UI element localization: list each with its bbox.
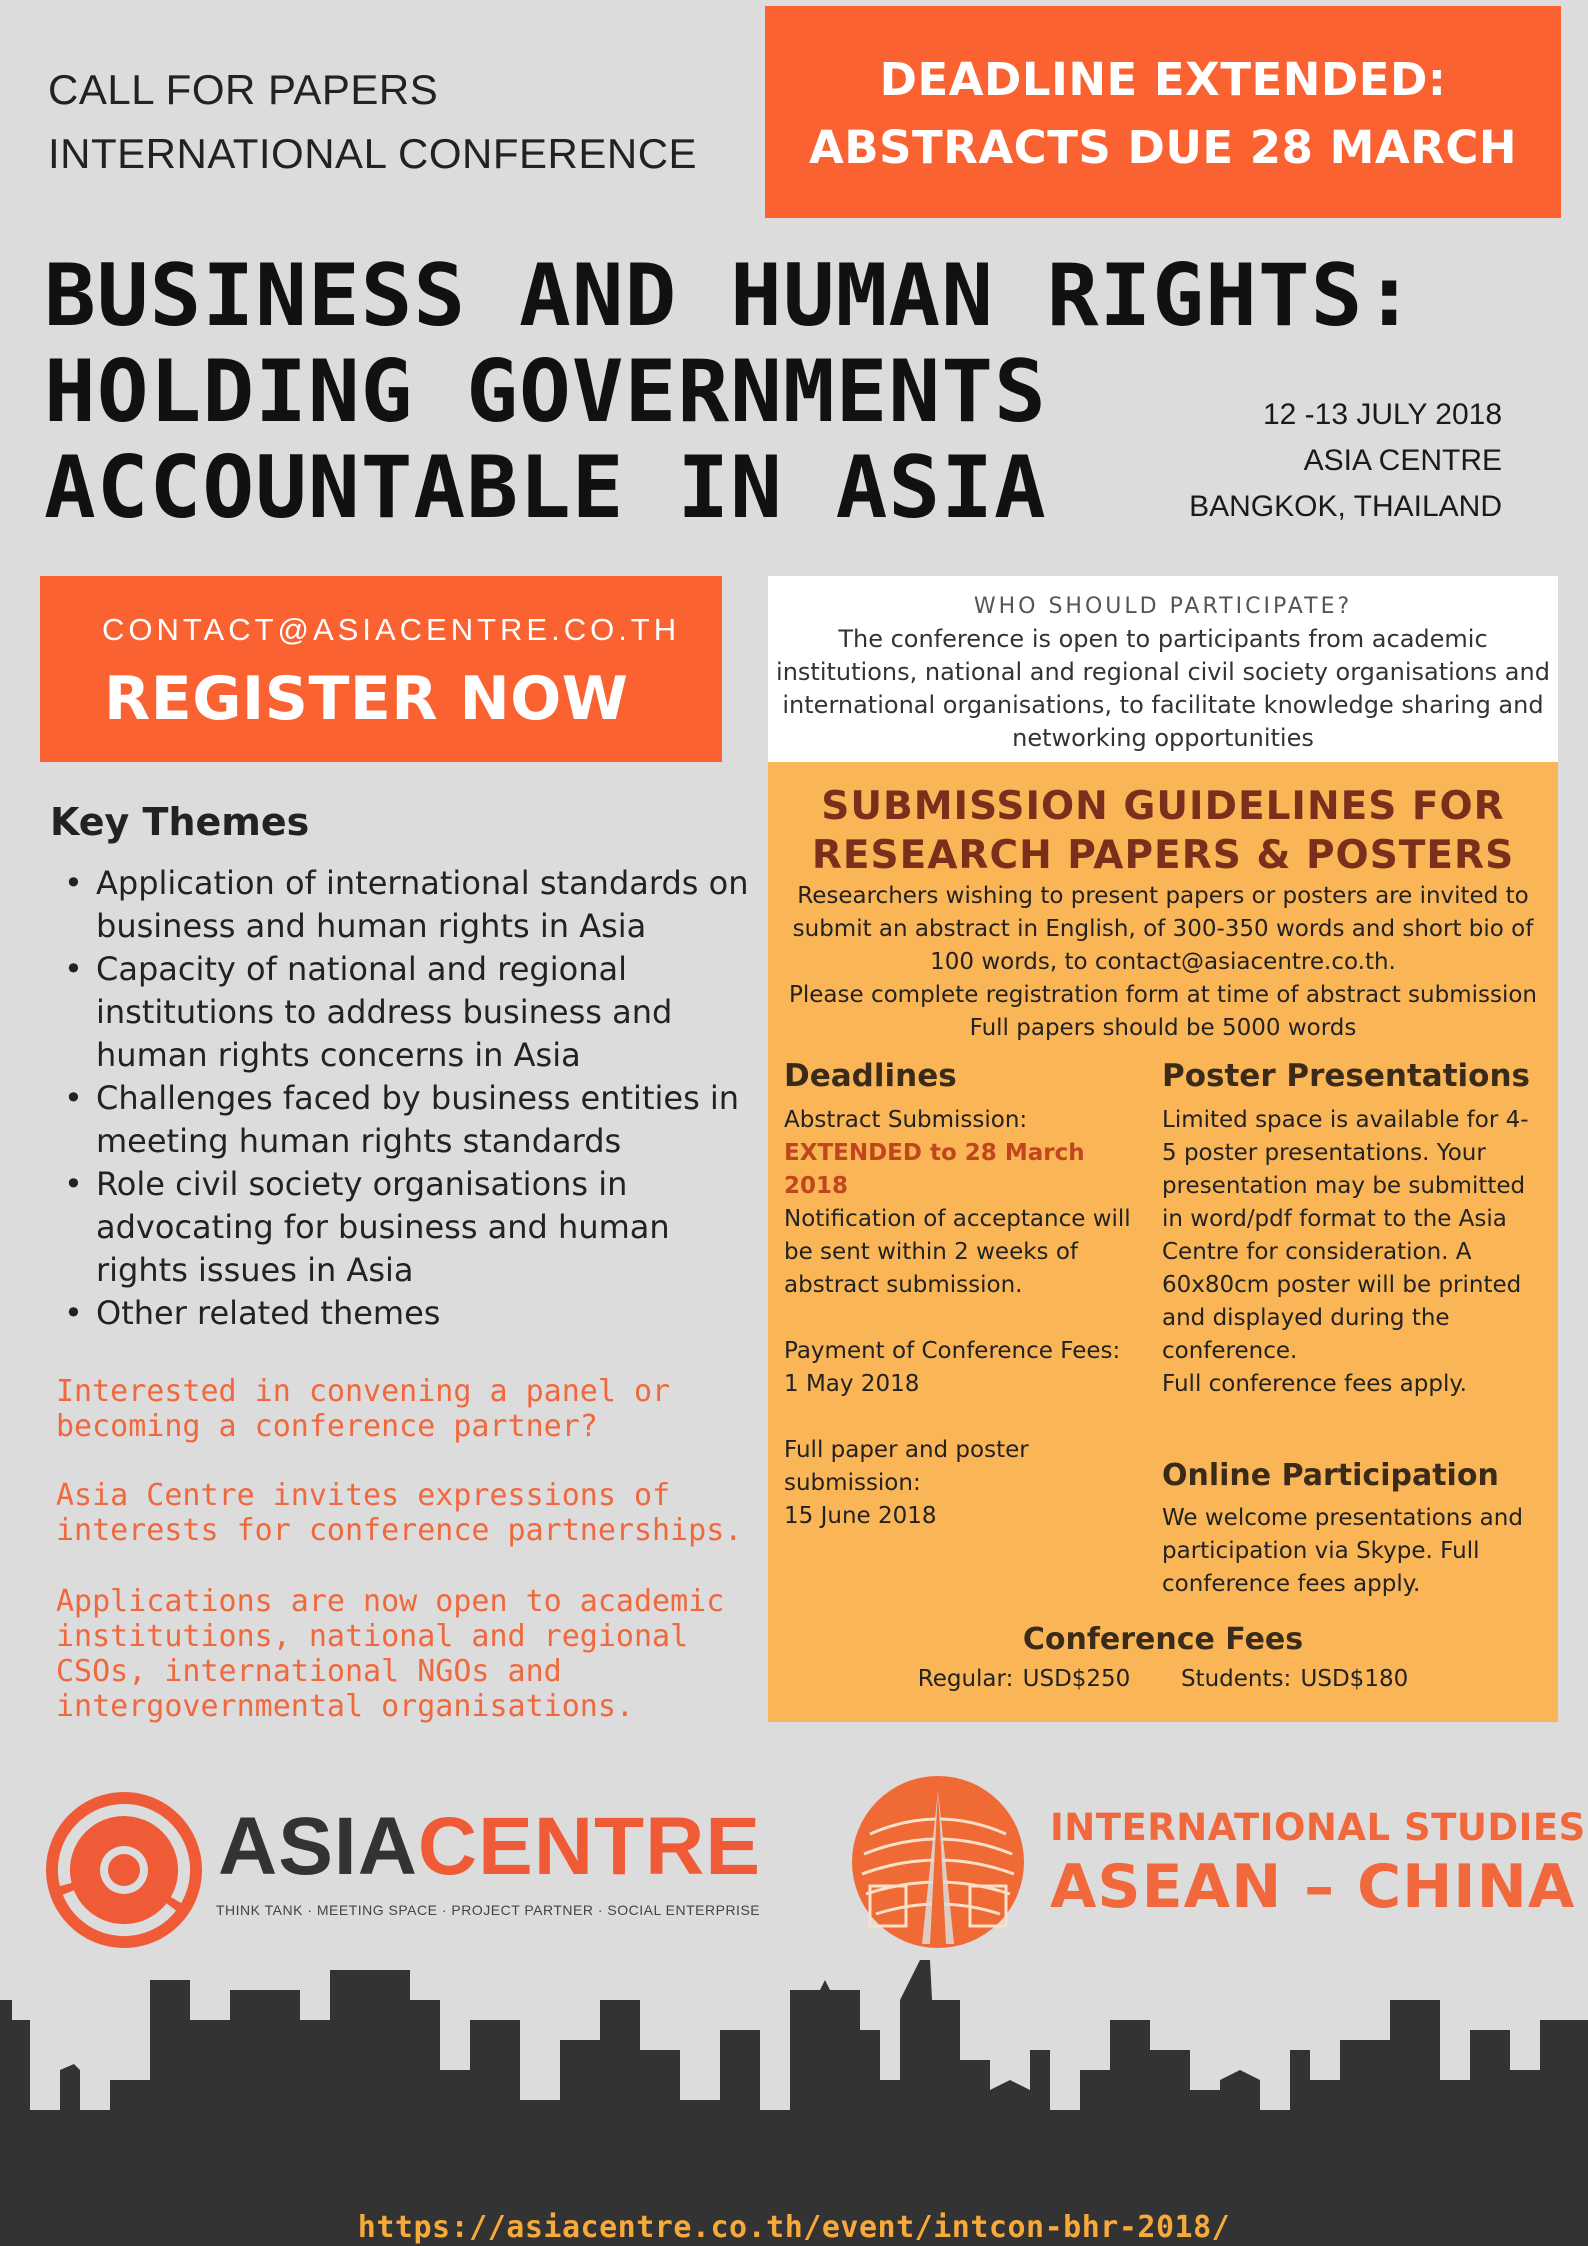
asia-centre-logo-text xyxy=(218,1800,761,1894)
asia-centre-logo-icon xyxy=(44,1790,204,1950)
online-heading: Online Participation xyxy=(1162,1458,1499,1493)
city-skyline-image xyxy=(0,1960,1588,2246)
event-date: 12 -13 JULY 2018 xyxy=(1262,398,1502,431)
deadlines-heading: Deadlines xyxy=(784,1058,957,1094)
partner-text-3: Applications are now open to academic institutions, national and regional CSOs, international NGOs and intergovernmental organisations. xyxy=(56,1584,725,1724)
submission-guidelines-panel xyxy=(768,762,1558,1722)
event-details xyxy=(1189,392,1502,530)
submission-title-line-1: SUBMISSION GUIDELINES FOR xyxy=(821,784,1505,829)
who-title: WHO SHOULD PARTICIPATE? xyxy=(973,594,1353,619)
deadline-line-1: DEADLINE EXTENDED: xyxy=(879,53,1447,106)
event-url-link[interactable]: https://asiacentre.co.th/event/intcon-bhr-2018/ xyxy=(357,2210,1231,2245)
poster-text: Limited space is available for 4-5 poster presentations. Your presentation may be submitted in word/pdf format to the Asia Centre for consideration. A 60x80cm poster will be printed and displayed during the conference. Full conference fees apply. xyxy=(1162,1107,1529,1397)
key-themes-heading: Key Themes xyxy=(50,800,310,844)
submission-title-line-2: RESEARCH PAPERS & POSTERS xyxy=(811,833,1515,878)
deadline-banner xyxy=(765,6,1561,218)
deadline-details: Notification of acceptance will be sent within 2 weeks of abstract submission. Payment of Conference Fees: 1 May 2018 Full paper and poster submission: 15 June 2018 xyxy=(784,1206,1131,1529)
international-studies-title: INTERNATIONAL STUDIES xyxy=(1050,1806,1586,1849)
logo-asia: ASIA xyxy=(218,1801,418,1892)
submission-title xyxy=(768,782,1558,880)
register-panel[interactable] xyxy=(40,576,722,762)
submission-text-1: Researchers wishing to present papers or posters are invited to submit an abstract in English, of 300-350 words and short bio of 100 words, to contact@asiacentre.co.th. xyxy=(792,883,1534,975)
theme-item: • Challenges faced by business entities in meeting human rights standards xyxy=(60,1077,760,1163)
title-line-3: ACCOUNTABLE IN ASIA xyxy=(44,438,1047,538)
deadline-extended: EXTENDED to 28 March 2018 xyxy=(784,1140,1085,1199)
partner-text-2: Asia Centre invites expressions of interests for conference partnerships. xyxy=(56,1478,743,1548)
who-text: The conference is open to participants from academic institutions, national and regional civil society organisations and international organisations, to facilitate knowledge sharing and networking opportunities xyxy=(776,625,1550,752)
online-text: We welcome presentations and participation via Skype. Full conference fees apply. xyxy=(1162,1505,1523,1597)
submission-description xyxy=(768,880,1558,1045)
deadline-line-2: ABSTRACTS DUE 28 MARCH xyxy=(808,121,1518,174)
partner-text-1: Interested in convening a panel or becoming a conference partner? xyxy=(56,1374,671,1444)
fees-heading: Conference Fees xyxy=(1022,1622,1304,1657)
submission-text-3: Full papers should be 5000 words xyxy=(969,1015,1357,1041)
submission-text-2: Please complete registration form at time of abstract submission xyxy=(789,982,1537,1008)
who-should-participate xyxy=(768,576,1558,762)
register-now-button[interactable]: REGISTER NOW xyxy=(104,664,629,734)
theme-item: • Other related themes xyxy=(60,1292,760,1335)
international-studies-logo-icon xyxy=(850,1774,1026,1950)
fee-regular: Regular: USD$250 xyxy=(917,1666,1131,1692)
header-line-1: CALL FOR PAPERS xyxy=(48,66,439,113)
contact-email-link[interactable]: CONTACT@ASIACENTRE.CO.TH xyxy=(102,612,681,647)
header-line-2: INTERNATIONAL CONFERENCE xyxy=(48,130,698,177)
fee-students: Students: USD$180 xyxy=(1180,1666,1409,1692)
theme-item: • Role civil society organisations in advocating for business and human rights issues in Asia xyxy=(60,1163,760,1292)
title-line-1: BUSINESS AND HUMAN RIGHTS: xyxy=(44,246,1417,346)
theme-item: • Capacity of national and regional institutions to address business and human rights concerns in Asia xyxy=(60,948,760,1077)
logo-centre: CENTRE xyxy=(417,1801,762,1892)
key-themes-list xyxy=(60,862,760,1335)
asia-centre-tagline: THINK TANK · MEETING SPACE · PROJECT PARTNER · SOCIAL ENTERPRISE xyxy=(216,1902,761,1918)
deadline-abstract: Abstract Submission: xyxy=(784,1107,1028,1133)
theme-item: • Application of international standards on business and human rights in Asia xyxy=(60,862,760,948)
title-line-2: HOLDING GOVERNMENTS xyxy=(44,342,1047,442)
poster-heading: Poster Presentations xyxy=(1162,1058,1530,1094)
asean-china-title: ASEAN – CHINA xyxy=(1050,1852,1576,1922)
deadlines-text xyxy=(784,1104,1144,1533)
fees-text xyxy=(768,1666,1558,1692)
event-venue: ASIA CENTRE xyxy=(1303,444,1502,477)
call-for-papers xyxy=(48,58,697,186)
event-city: BANGKOK, THAILAND xyxy=(1189,490,1502,523)
